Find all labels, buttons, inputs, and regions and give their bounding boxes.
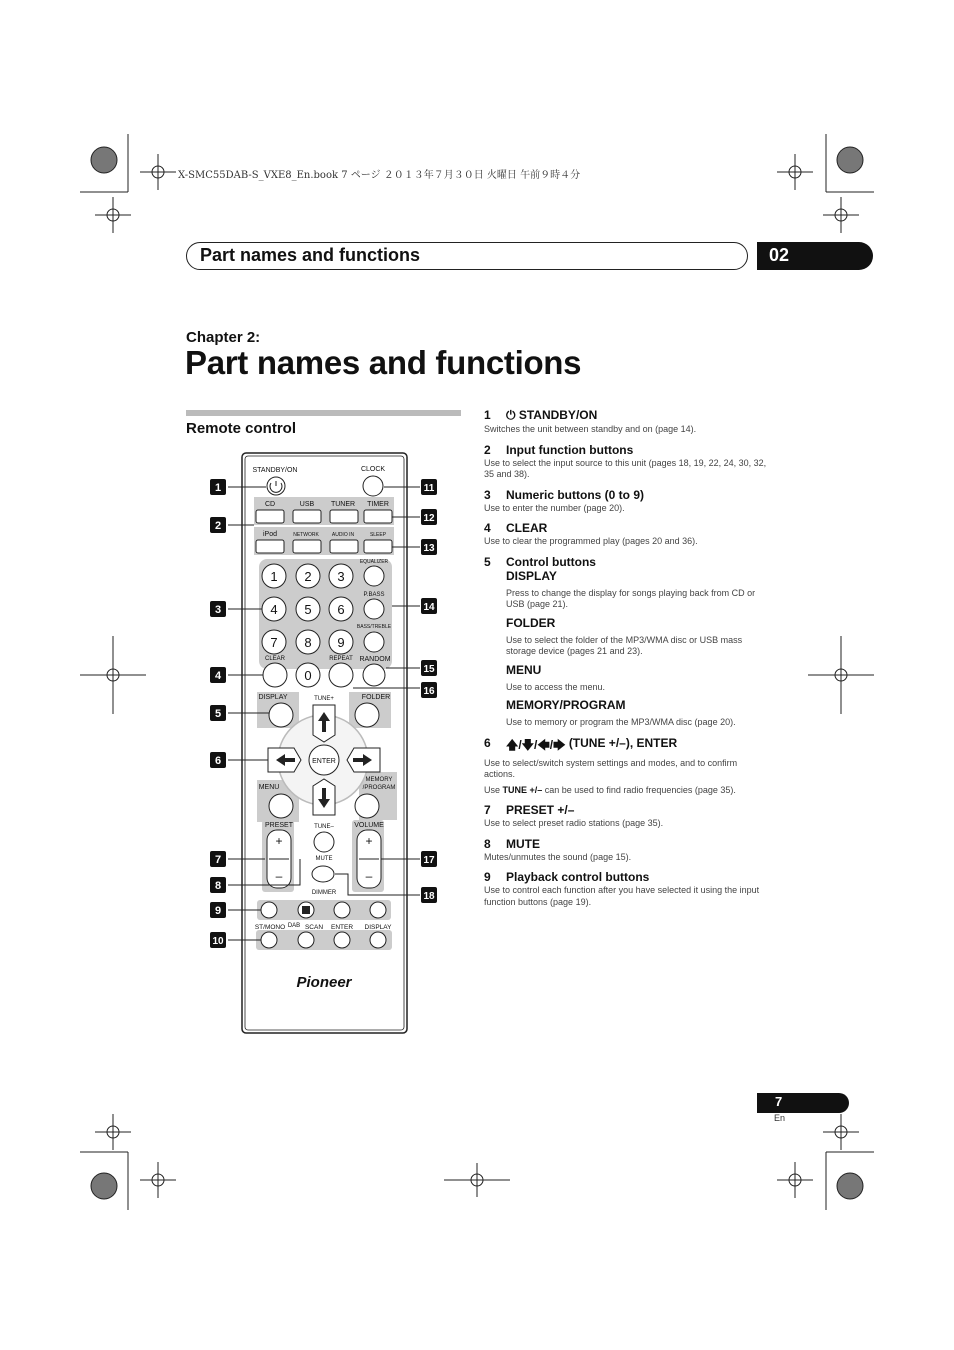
remote-control-diagram [200, 448, 450, 1038]
remote-digit-4: 4 [270, 602, 278, 617]
remote-digit-5: 5 [304, 602, 312, 617]
remote-digit-7: 7 [270, 635, 278, 650]
remote-label-dab: DAB [287, 923, 301, 929]
remote-label-preset-plus: + [275, 834, 283, 848]
callout-13: 13 [423, 543, 435, 554]
callout-5: 5 [214, 708, 222, 720]
remote-label-repeat: REPEAT [329, 656, 353, 662]
remote-digit-8: 8 [304, 635, 312, 650]
callout-2: 2 [214, 520, 222, 532]
remote-label-tune-plus: TUNE+ [314, 696, 334, 702]
callout-6: 6 [214, 755, 222, 767]
section-title: Remote control [186, 420, 297, 437]
item-9: 9 Playback control buttons Use to control each function after you have selected it using the input function buttons (page 19). [484, 870, 760, 907]
remote-label-menu: MENU [258, 784, 280, 791]
remote-label-preset: PRESET [264, 822, 294, 829]
callout-7: 7 [214, 854, 222, 866]
remote-label-folder: FOLDER [361, 694, 391, 701]
item-4: 4 CLEAR Use to clear the programmed play (pages 20 and 36). [484, 521, 698, 546]
callout-4: 4 [214, 670, 222, 682]
item-7: 7 PRESET +/– Use to select preset radio stations (page 35). [484, 803, 664, 828]
remote-label-display: DISPLAY [258, 694, 288, 701]
remote-label-random: RANDOM [359, 656, 391, 663]
remote-label-tuner: TUNER [330, 501, 356, 508]
remote-label-ipod: iPod [262, 531, 278, 538]
remote-label-usb: USB [299, 501, 315, 508]
remote-label-st-mono: ST/MONO [254, 924, 286, 931]
callout-16: 16 [423, 686, 435, 697]
remote-label-mute: MUTE [315, 856, 333, 862]
remote-label-timer: TIMER [367, 501, 389, 508]
remote-label-clock: CLOCK [360, 466, 386, 473]
callout-9: 9 [214, 905, 222, 917]
item-3: 3 Numeric buttons (0 to 9) Use to enter the number (page 20). [484, 487, 645, 513]
header-title: Part names and functions [200, 245, 421, 265]
callout-8: 8 [214, 880, 222, 892]
remote-label-clear: CLEAR [264, 656, 286, 662]
callout-17: 17 [423, 855, 435, 866]
remote-label-sleep: SLEEP [369, 532, 387, 538]
section-rule [186, 410, 461, 416]
remote-label-tune-minus: TUNE– [314, 824, 334, 830]
remote-label-display-2: DISPLAY [364, 924, 392, 931]
remote-label-dimmer: DIMMER [311, 890, 337, 896]
chapter-number: 02 [769, 245, 790, 265]
remote-digit-9: 9 [337, 635, 345, 650]
remote-digit-0: 0 [304, 668, 312, 683]
remote-label-preset-minus: – [275, 869, 283, 883]
callout-14: 14 [423, 602, 435, 613]
remote-label-enter-2: ENTER [330, 924, 354, 931]
remote-label-enter: ENTER [312, 758, 336, 765]
pioneer-logo: Pioneer [296, 974, 352, 991]
remote-label-volume: VOLUME [354, 822, 384, 829]
callout-10: 10 [212, 936, 224, 947]
item-5: 5 Control buttons DISPLAY Press to change the display for songs playing back from CD or USB (page 21). FOLDER Use to select the folder of the MP3/WMA disc or USB mass storage device (pages 21 and 23). MENU Use to access the menu. MEMORY/PROGRAM Use to memory or program the MP3/WMA disc (page 20). [484, 554, 756, 727]
remote-label-network: NETWORK [293, 532, 319, 538]
callout-18: 18 [423, 891, 435, 902]
callout-15: 15 [423, 664, 435, 675]
chapter-number-tab [757, 242, 873, 270]
remote-digit-1: 1 [270, 569, 278, 584]
remote-label-equalizer: EQUALIZER [359, 559, 389, 565]
remote-label-pbass: P.BASS [363, 592, 385, 598]
remote-label-volume-minus: – [365, 869, 373, 883]
remote-label-scan: SCAN [304, 924, 324, 931]
page-number-tab [757, 1093, 849, 1113]
remote-digit-6: 6 [337, 602, 345, 617]
print-info-line: X-SMC55DAB-S_VXE8_En.book 7 ページ ２０１３年７月３０日 火曜日 午前９時４分 [178, 170, 581, 181]
chapter-title: Part names and functions [185, 344, 582, 381]
header-bar [186, 242, 748, 270]
remote-label-audio-in: AUDIO IN [331, 532, 355, 538]
item-1: 1 ⏻ STANDBY/ON Switches the unit between standby and on (page 14). [484, 408, 697, 434]
remote-label-memory: MEMORY [365, 777, 393, 783]
remote-label-volume-plus: + [365, 834, 373, 848]
item-6: 6 🡅/🡇/🡄/🡆 (TUNE +/–), ENTER Use to select/switch system settings and modes, and to confirm actions. Use TUNE +/– can be used to find radio frequencies (page 35). [484, 735, 738, 795]
remote-digit-2: 2 [304, 569, 312, 584]
remote-label-cd: CD [264, 501, 276, 508]
callout-12: 12 [423, 513, 435, 524]
callout-1: 1 [214, 482, 222, 494]
callout-3: 3 [214, 604, 222, 616]
callout-11: 11 [423, 483, 435, 494]
remote-label-program: /PROGRAM [362, 785, 396, 791]
page-number: 7 [775, 1094, 783, 1109]
chapter-label: Chapter 2: [186, 329, 261, 346]
remote-label-bass-treble: BASS/TREBLE [356, 624, 392, 630]
function-descriptions [484, 408, 769, 915]
page-language: En [774, 1113, 786, 1123]
item-2: 2 Input function buttons Use to select the input source to this unit (pages 18, 19, 22, 24, 30, 32, 35 and 38). [484, 442, 767, 479]
item-8: 8 MUTE Mutes/unmutes the sound (page 15). [484, 836, 632, 862]
remote-digit-3: 3 [337, 569, 345, 584]
remote-label-standby: STANDBY/ON [252, 467, 298, 474]
